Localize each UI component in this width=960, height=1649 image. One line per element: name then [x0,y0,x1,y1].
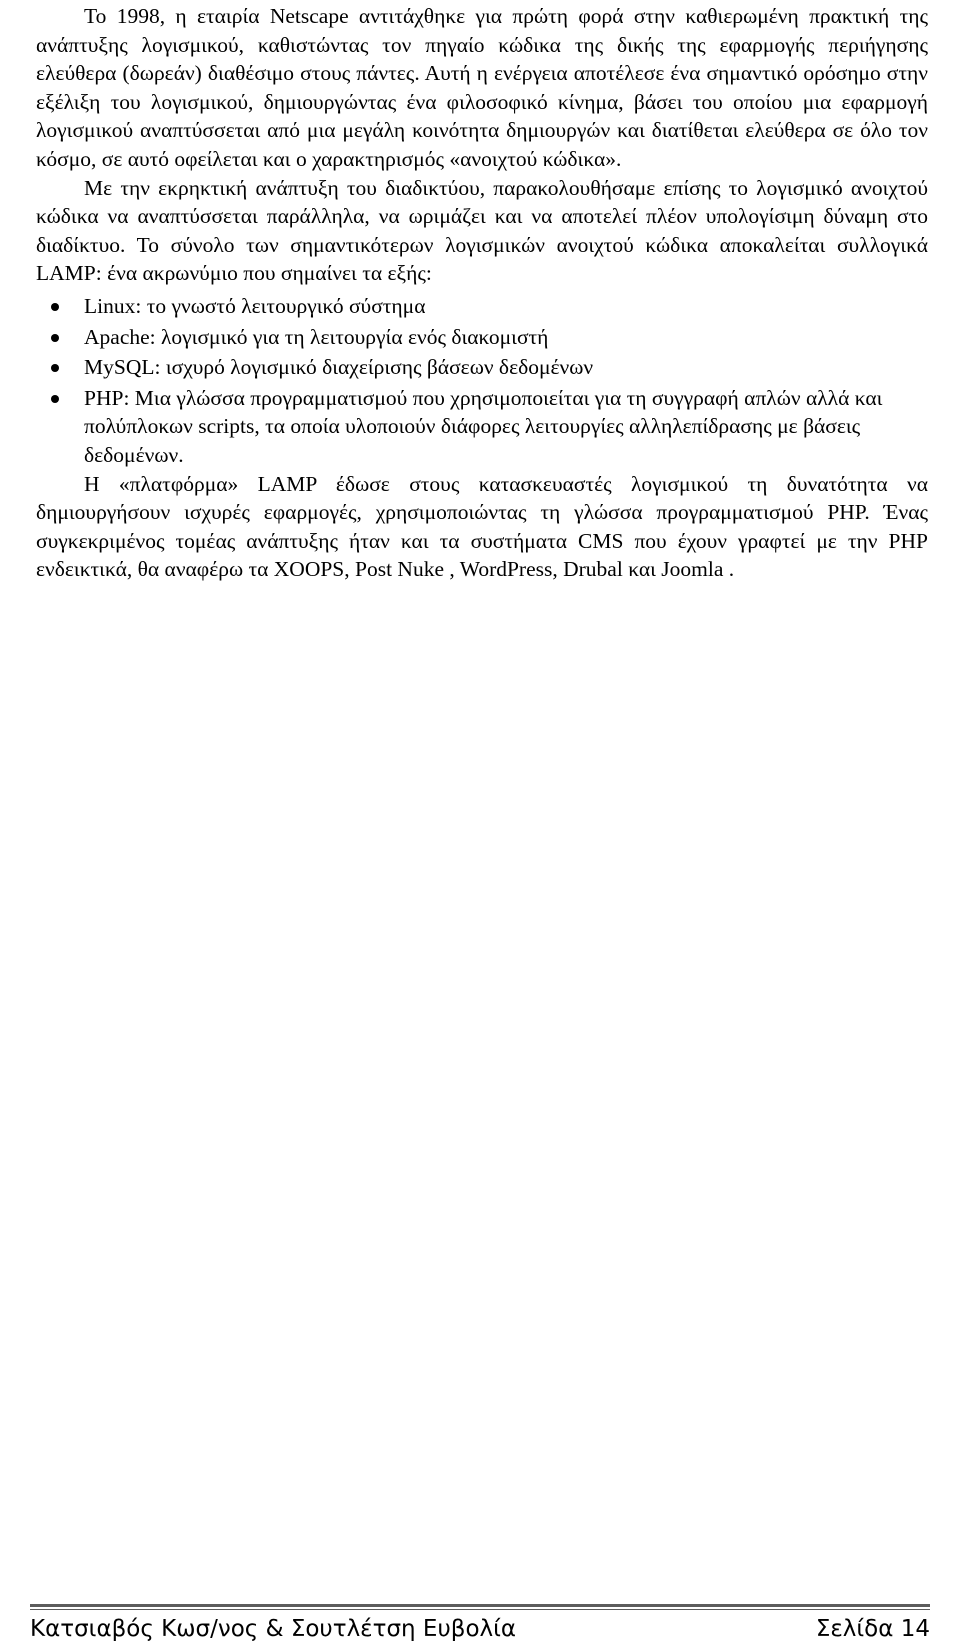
list-item-text: Linux: το γνωστό λειτουργικό σύστημα [84,293,426,318]
footer-authors: Κατσιαβός Κωσ/νος & Σουτλέτση Ευβολία [30,1616,517,1642]
page-footer [30,1604,930,1648]
footer-divider-thin [30,1609,930,1610]
paragraph-lamp-platform: Η «πλατφόρμα» LAMP έδωσε στους κατασκευαστές λογισμικού τη δυνατότητα να δημιουργήσουν ισχυρές εφαρμογές, χρησιμοποιώντας τη γλώσσα προγραμματισμού PHP. Ένας συγκεκριμένος τομέας ανάπτυξης ήταν και τα συστήματα CMS που έχουν γραφτεί με την PHP ενδεικτικά, θα αναφέρω τα XOOPS, Post Nuke , WordPress, Drubal και Joomla . [36,471,928,582]
list-item-text: PHP: Μια γλώσσα προγραμματισμού που χρησιμοποιείται για τη συγγραφή απλών αλλά και πολύπλοκων scripts, τα οποία υλοποιούν διάφορες λειτουργίες αλληλεπίδρασης με βάσεις δεδομένων. [84,385,883,467]
footer-text-row [30,1615,930,1643]
page-number: Σελίδα 14 [815,1616,930,1642]
list-item [36,353,928,382]
bullet-icon [51,364,59,372]
footer-divider [30,1604,930,1607]
list-item [36,323,928,352]
bullet-icon [51,303,59,311]
bullet-icon [51,395,59,403]
lamp-list [36,292,928,470]
list-item-text: MySQL: ισχυρό λογισμικό διαχείρισης βάσεων δεδομένων [84,355,594,380]
paragraph-netscape: Το 1998, η εταιρία Netscape αντιτάχθηκε για πρώτη φορά στην καθιερωμένη πρακτική της ανάπτυξης λογισμικού, καθιστώντας τον πηγαίο κώδικα της δικής της εφαρμογής περιήγησης ελεύθερα (δωρεάν) διαθέσιμο στους πάντες. Αυτή η ενέργεια αποτέλεσε ένα σημαντικό ορόσημο στην εξέλιξη του λογισμικού, δημιουργώντας ένα φιλοσοφικό κίνημα, βάσει του οποίου μια εφαρμογή λογισμικού αναπτύσσεται από μια μεγάλη κοινότητα δημιουργών και διατίθεται ελεύθερα σε όλο τον κόσμο, σε αυτό οφείλεται και ο χαρακτηρισμός «ανοιχτού κώδικα». [36,4,928,171]
list-item [36,292,928,321]
list-item [36,384,928,470]
bullet-icon [51,334,59,342]
paragraph-internet: Με την εκρηκτική ανάπτυξη του διαδικτύου, παρακολουθήσαμε επίσης το λογισμικό ανοιχτού κώδικα να αναπτύσσεται παράλληλα, να ωριμάζει και να αποτελεί πλέον υπολογίσιμη δύναμη στο διαδίκτυο. Το σύνολο των σημαντικότερων λογισμικών ανοιχτού κώδικα αποκαλείται συλλογικά LAMP: ένα ακρωνύμιο που σημαίνει τα εξής: [36,175,928,286]
list-item-text: Apache: λογισμικό για τη λειτουργία ενός διακομιστή [84,324,549,349]
document-body [36,0,928,584]
